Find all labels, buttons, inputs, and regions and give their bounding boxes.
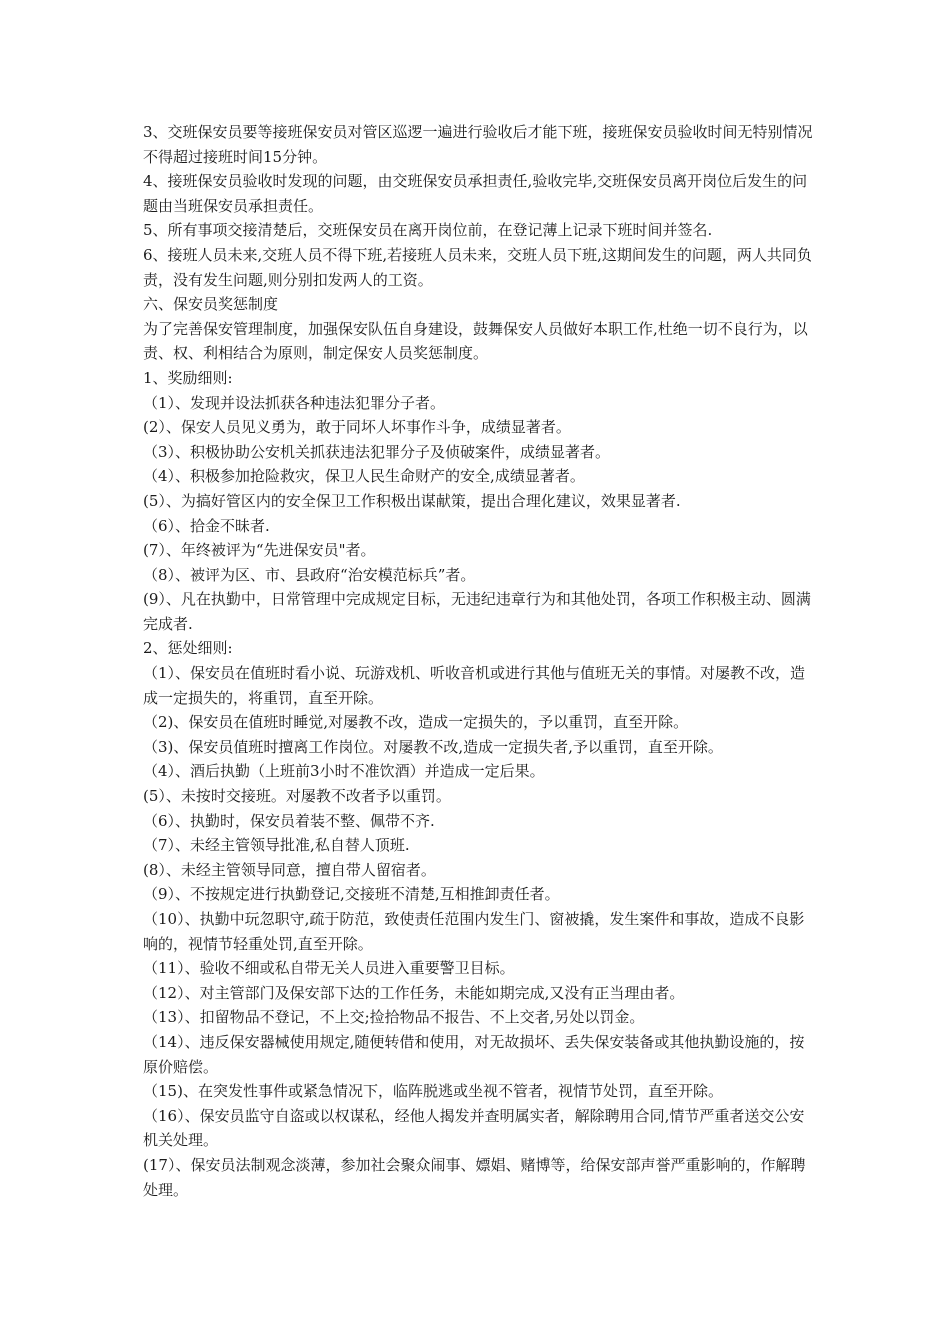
list-item: （1）、发现并设法抓获各种违法犯罪分子者。 <box>143 393 446 412</box>
list-item: （8）、被评为区、市、县政府“治安模范标兵”者。 <box>143 565 476 584</box>
list-item: （14）、违反保安器械使用规定,随便转借和使用，对无故损坏、丢失保安装备或其他执勤设施的，按原价赔偿。 <box>143 1032 805 1076</box>
list-item: （3)、保安员值班时擅离工作岗位。对屡教不改,造成一定损失者,予以重罚，直至开除。 <box>143 737 723 756</box>
list-item: (8）、未经主管领导同意，擅自带人留宿者。 <box>143 860 436 879</box>
list-item: (5）、未按时交接班。对屡教不改者予以重罚。 <box>143 787 451 806</box>
paragraph: 6、接班人员未来,交班人员不得下班,若接班人员未来，交班人员下班,这期间发生的问题，两人共同负责，没有发生问题,则分别扣发两人的工资。 <box>143 245 812 289</box>
subsection-heading: 1、奖励细则: <box>143 368 233 387</box>
list-item: （7）、未经主管领导批准,私自替人顶班. <box>143 836 410 855</box>
list-item: (2）、保安人员见义勇为，敢于同坏人坏事作斗争，成绩显著者。 <box>143 418 571 437</box>
list-item: （9）、不按规定进行执勤登记,交接班不清楚,互相推卸责任者。 <box>143 885 560 904</box>
section-heading: 六、保安员奖惩制度 <box>143 295 279 314</box>
list-item: （12）、对主管部门及保安部下达的工作任务，未能如期完成,又没有正当理由者。 <box>143 983 685 1002</box>
list-item: （4）、酒后执勤（上班前3小时不准饮酒）并造成一定后果。 <box>143 762 545 781</box>
list-item: （15)、在突发性事件或紧急情况下，临阵脱逃或坐视不管者，视情节处罚，直至开除。 <box>143 1082 723 1101</box>
paragraph: 4、接班保安员验收时发现的问题，由交班保安员承担责任,验收完毕,交班保安员离开岗位后发生的问题由当班保安员承担责任。 <box>143 172 808 215</box>
list-item: (5）、为搞好管区内的安全保卫工作积极出谋献策，提出合理化建议，效果显著者. <box>143 491 681 510</box>
list-item: (7）、年终被评为“先进保安员"者。 <box>143 541 376 560</box>
list-item: （13）、扣留物品不登记，不上交;捡拾物品不报告、不上交者,另处以罚金。 <box>143 1008 645 1027</box>
list-item: （4）、积极参加抢险救灾，保卫人民生命财产的安全,成绩显著者。 <box>143 467 585 486</box>
paragraph: 5、所有事项交接清楚后，交班保安员在离开岗位前，在登记薄上记录下班时间并签名. <box>143 221 713 240</box>
list-item: （10）、执勤中玩忽职守,疏于防范，致使责任范围内发生门、窗被撬，发生案件和事故，造成不良影响的，视情节轻重处罚,直至开除。 <box>143 910 805 953</box>
list-item: （6）、执勤时，保安员着装不整、佩带不齐. <box>143 811 435 830</box>
list-item: （3）、积极协助公安机关抓获违法犯罪分子及侦破案件，成绩显著者。 <box>143 442 611 461</box>
list-item: （16）、保安员监守自盗或以权谋私，经他人揭发并查明属实者，解除聘用合同,情节严重者送交公安机关处理。 <box>143 1106 805 1150</box>
subsection-heading: 2、惩处细则: <box>143 639 233 658</box>
list-item: (17）、保安员法制观念淡薄，参加社会聚众闹事、嫖娼、赌博等，给保安部声誉严重影响的，作解聘处理。 <box>143 1155 806 1199</box>
document-body <box>143 120 818 1202</box>
paragraph: 3、交班保安员要等接班保安员对管区巡逻一遍进行验收后才能下班，接班保安员验收时间无特别情况不得超过接班时间15分钟。 <box>143 123 813 166</box>
list-item: （2)、保安员在值班时睡觉,对屡教不改，造成一定损失的，予以重罚，直至开除。 <box>143 713 689 732</box>
list-item: （1）、保安员在值班时看小说、玩游戏机、听收音机或进行其他与值班无关的事情。对屡教不改，造成一定损失的，将重罚，直至开除。 <box>143 664 806 707</box>
list-item: (9）、凡在执勤中，日常管理中完成规定目标，无违纪违章行为和其他处罚，各项工作积极主动、圆满完成者. <box>143 590 811 633</box>
list-item: （11）、验收不细或私自带无关人员进入重要警卫目标。 <box>143 959 515 978</box>
paragraph: 为了完善保安管理制度，加强保安队伍自身建设，鼓舞保安人员做好本职工作,杜绝一切不良行为，以责、权、利相结合为原则，制定保安人员奖惩制度。 <box>143 319 808 363</box>
list-item: （6）、拾金不昧者. <box>143 516 270 535</box>
